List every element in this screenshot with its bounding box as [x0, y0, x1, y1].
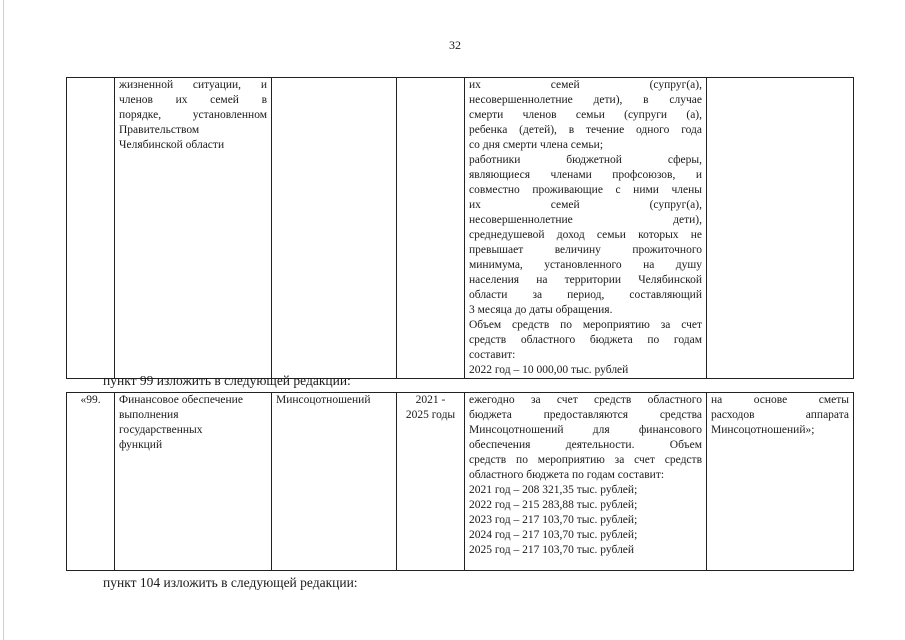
text-line: расходов аппарата [711, 409, 849, 421]
text-line: со дня смерти члена семьи; [469, 139, 604, 151]
cell-executor [272, 78, 397, 379]
text-line: превышает величину прожиточного [469, 244, 702, 256]
text-line: являющиеся членами профсоюзов, и [469, 169, 702, 181]
table-row [67, 78, 854, 379]
cell-executor [272, 393, 397, 571]
text-line: области за период, составляющий [469, 289, 702, 301]
text-line: 2025 годы [405, 409, 456, 421]
text-line: минимума, установленного на душу [469, 259, 702, 271]
text-line: выполнения [119, 409, 179, 421]
table-continuation [66, 77, 854, 379]
text-line: Минсоцотношений для финансового [469, 424, 702, 436]
text-line: 2023 год – 217 103,70 тыс. рублей; [469, 514, 638, 526]
text-line: на основе сметы [711, 394, 849, 406]
text-line: несовершеннолетние дети), в случае [469, 94, 702, 106]
cell-basis [707, 393, 854, 571]
text-line: порядке, установленном [119, 109, 267, 121]
item-number: «99. [80, 394, 101, 406]
text-line: 2022 год – 215 283,88 тыс. рублей; [469, 499, 638, 511]
cell-description [465, 393, 707, 571]
page-number: 32 [449, 38, 461, 52]
text-line: несовершеннолетние дети), [469, 214, 702, 226]
amendment-instruction-104: пункт 104 изложить в следующей редакции: [103, 575, 358, 590]
table-item-99 [66, 392, 854, 571]
text-line: жизненной ситуации, и [119, 79, 267, 91]
text-line: 2021 - [415, 394, 446, 406]
text-line: 2022 год – 10 000,00 тыс. рублей [469, 364, 629, 376]
text-line: составит: [469, 349, 516, 361]
text-line: 3 месяца до даты обращения. [469, 304, 613, 316]
cell-period [397, 393, 465, 571]
text-line: средств областного бюджета по годам [469, 334, 702, 346]
text-line: Челябинской области [119, 139, 225, 151]
text-line: населения на территории Челябинской [469, 274, 702, 286]
cell-event-name [115, 393, 272, 571]
cell-number [67, 393, 115, 571]
cell-basis [707, 78, 854, 379]
text-line: Объем средств по мероприятию за счет [469, 319, 702, 331]
text-line: совместно проживающие с ними члены [469, 184, 702, 196]
text-line: смерти членов семьи (супруги (а), [469, 109, 702, 121]
text-line: среднедушевой доход семьи которых не [469, 229, 702, 241]
text-line: Правительством [119, 124, 200, 136]
text-line: обеспечения деятельности. Объем [469, 439, 702, 451]
amendment-instruction-99: пункт 99 изложить в следующей редакции: [103, 373, 351, 388]
text-line: бюджета предоставляются средства [469, 409, 702, 421]
text-line: ежегодно за счет средств областного [469, 394, 702, 406]
text-line: ребенка (детей), в течение одного года [469, 124, 702, 136]
text-line: работники бюджетной сферы, [469, 154, 702, 166]
text-line: Минсоцотношений»; [711, 424, 815, 436]
text-line: областного бюджета по годам составит: [469, 469, 665, 481]
text-line: 2021 год – 208 321,35 тыс. рублей; [469, 484, 638, 496]
cell-event-name [115, 78, 272, 379]
text-line: функций [119, 439, 163, 451]
cell-description [465, 78, 707, 379]
text-line: членов их семей в [119, 94, 267, 106]
table-row [67, 393, 854, 571]
text-line: средств по мероприятию за счет средств [469, 454, 702, 466]
text-line: их семей (супруг(а), [469, 199, 702, 211]
text-line: 2024 год – 217 103,70 тыс. рублей; [469, 529, 638, 541]
cell-period [397, 78, 465, 379]
executor-name: Минсоцотношений [276, 394, 371, 406]
text-line: 2025 год – 217 103,70 тыс. рублей [469, 544, 635, 556]
page-edge-rule [3, 0, 4, 640]
text-line: государственных [119, 424, 203, 436]
text-line: их семей (супруг(а), [469, 79, 702, 91]
text-line: Финансовое обеспечение [119, 394, 243, 406]
cell-number [67, 78, 115, 379]
